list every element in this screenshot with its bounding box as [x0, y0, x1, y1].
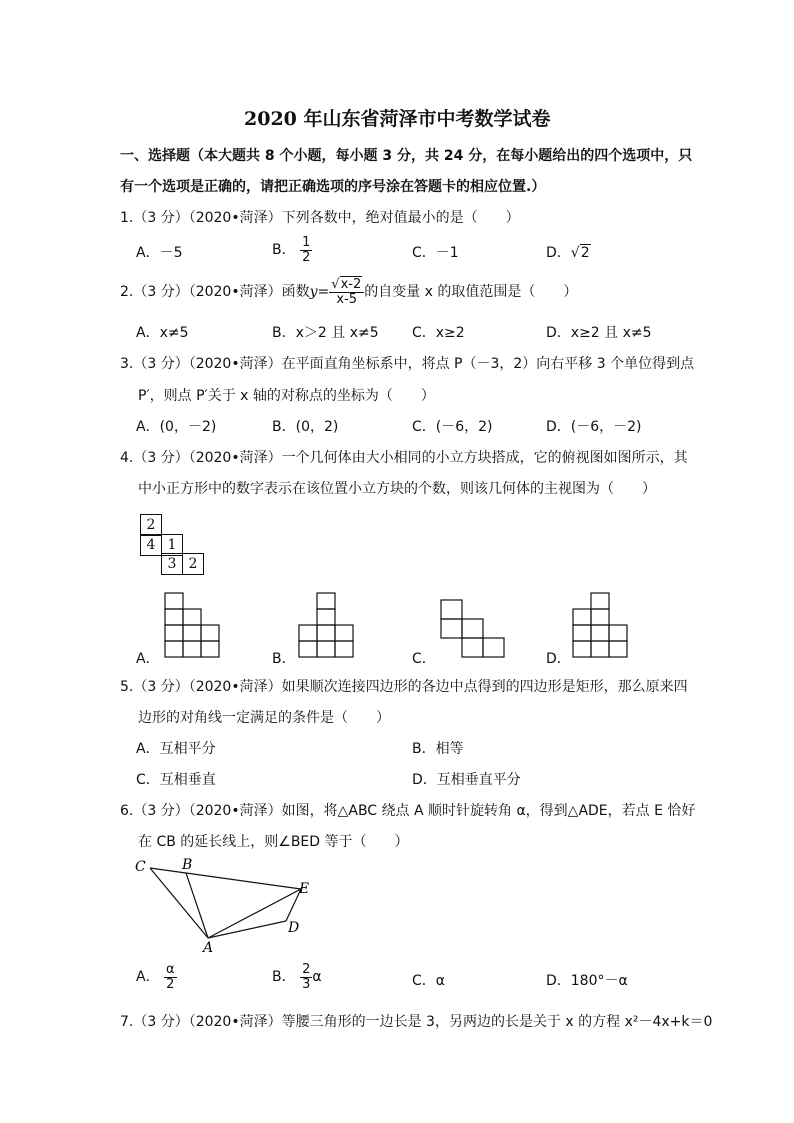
q6-option-b-fraction: [300, 963, 312, 991]
section-heading-line1: 一、选择题（本大题共 8 个小题，每小题 3 分，共 24 分，在每小题给出的四个选项中，只: [120, 148, 693, 164]
q2-var-y: y: [309, 284, 318, 301]
q4-option-c-label: C．: [412, 651, 436, 667]
q6-option-b-tail: α: [312, 969, 322, 986]
label-C: C: [135, 859, 146, 875]
q4-option-b-front-view: [298, 592, 356, 660]
top-view-cell: 1: [161, 534, 183, 556]
line-AD: [208, 921, 286, 938]
label-A: A: [203, 940, 214, 956]
q1-option-b: [272, 236, 312, 264]
q6-option-a-label: A．: [136, 969, 160, 986]
fraction-denominator: 3: [302, 976, 311, 992]
fraction-numerator: 1: [302, 235, 311, 250]
q3-option-c: C．(－6，2): [412, 419, 493, 435]
question-1-stem: 1.（3 分）（2020•菏泽）下列各数中，绝对值最小的是（ ）: [120, 210, 520, 226]
q6-option-b: [272, 963, 322, 991]
radicand: 2: [580, 245, 590, 261]
q4-option-d-label: D．: [546, 651, 571, 667]
q2-equals: =: [317, 284, 330, 301]
q2-prefix: 2.（3 分）（2020•菏泽）函数: [120, 284, 310, 301]
q4-option-a-front-view: [164, 592, 220, 660]
top-view-cell: 3: [161, 553, 183, 575]
fraction-numerator: [329, 278, 364, 293]
question-6-line1: 6.（3 分）（2020•菏泽）如图，将△ABC 绕点 A 顺时针旋转角 α，得到△ADE，若点 E 恰好: [120, 803, 696, 819]
question-4-line1: 4.（3 分）（2020•菏泽）一个几何体由大小相同的小立方块搭成，它的俯视图如图所示，其: [120, 450, 688, 466]
q4-option-b-label: B．: [272, 651, 296, 667]
q2-option-c: C．x≥2: [412, 325, 465, 341]
q1-option-a: A．－5: [136, 245, 183, 261]
q4-option-a-label: A．: [136, 651, 160, 667]
question-2-stem: [120, 278, 577, 306]
q5-option-c: C．互相垂直: [136, 772, 216, 788]
q5-option-b: B．相等: [412, 741, 464, 757]
q3-option-d: D．(－6，－2): [546, 419, 642, 435]
q1-option-c: C．－1: [412, 245, 459, 261]
rotation-diagram: [128, 852, 328, 960]
top-view-cell: 4: [140, 534, 162, 556]
label-B: B: [182, 857, 193, 873]
section-heading-line2: 有一个选项是正确的，请把正确选项的序号涂在答题卡的相应位置.）: [120, 179, 546, 195]
sqrt-sign-icon: √: [331, 277, 340, 292]
fraction-numerator: α: [166, 962, 175, 977]
q6-option-a-fraction: [164, 963, 177, 991]
top-view-cell: 2: [140, 514, 162, 536]
question-3-line2: P′，则点 P′关于 x 轴的对称点的坐标为（ ）: [138, 388, 435, 404]
line-CA: [150, 868, 208, 938]
q4-option-d-front-view: [572, 592, 630, 660]
q2-option-b: B．x＞2 且 x≠5: [272, 325, 379, 341]
line-CE: [150, 868, 301, 889]
fraction-denominator: 2: [166, 976, 175, 992]
question-4-line2: 中小正方形中的数字表示在该位置小立方块的个数，则该几何体的主视图为（ ）: [138, 481, 656, 497]
top-view-cell: 2: [182, 553, 204, 575]
q1-option-b-label: B．: [272, 242, 296, 259]
q3-option-a: A．(0，－2): [136, 419, 217, 435]
q2-fraction: [329, 278, 364, 306]
label-E: E: [299, 881, 310, 897]
sqrt-sign-icon: √: [570, 245, 580, 261]
question-7-line1: 7.（3 分）（2020•菏泽）等腰三角形的一边长是 3，另两边的长是关于 x 的方程 x²－4x+k＝0: [120, 1014, 713, 1030]
q6-option-d: D．180°－α: [546, 973, 628, 989]
radicand: x-2: [340, 277, 362, 292]
fraction-denominator: x-5: [336, 291, 358, 307]
q6-option-a: [136, 963, 177, 991]
q4-option-c-front-view: [440, 599, 506, 659]
q2-option-a: A．x≠5: [136, 325, 189, 341]
q1-option-b-fraction: [300, 236, 312, 264]
q1-option-d-label: D．: [546, 245, 571, 261]
q2-option-d: D．x≥2 且 x≠5: [546, 325, 652, 341]
fraction-numerator: 2: [302, 962, 311, 977]
page-title: 2020 年山东省菏泽市中考数学试卷: [244, 108, 551, 130]
question-3-line1: 3.（3 分）（2020•菏泽）在平面直角坐标系中，将点 P（－3，2）向右平移 3 个单位得到点: [120, 356, 695, 372]
fraction-denominator: 2: [302, 249, 311, 265]
q5-option-a: A．互相平分: [136, 741, 216, 757]
q6-option-c: C．α: [412, 973, 446, 989]
q1-option-d: [546, 242, 591, 262]
question-5-line2: 边形的对角线一定满足的条件是（ ）: [138, 710, 390, 726]
q2-suffix: 的自变量 x 的取值范围是（ ）: [364, 284, 578, 301]
question-6-line2: 在 CB 的延长线上，则∠BED 等于（ ）: [138, 834, 409, 850]
label-D: D: [288, 920, 300, 936]
q6-option-b-label: B．: [272, 969, 296, 986]
question-5-line1: 5.（3 分）（2020•菏泽）如果顺次连接四边形的各边中点得到的四边形是矩形，那么原来四: [120, 679, 688, 695]
line-BA: [186, 873, 208, 938]
q5-option-d: D．互相垂直平分: [412, 772, 521, 788]
q3-option-b: B．(0，2): [272, 419, 339, 435]
